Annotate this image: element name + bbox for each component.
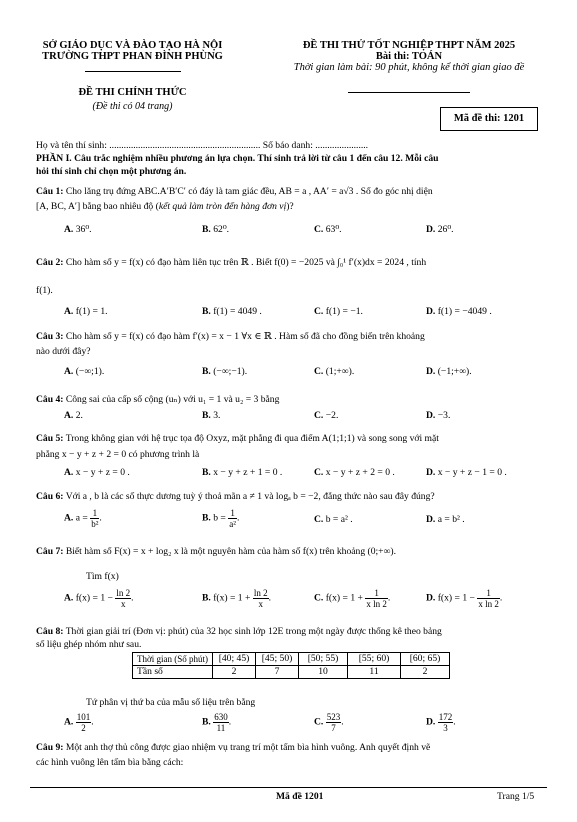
q6-option-b[interactable]: B. b = $\frac{1}{\text{a²}}$ . bbox=[202, 508, 240, 529]
q4-option-d[interactable]: D. −3. bbox=[426, 410, 451, 421]
q2-line2: f(1). bbox=[36, 285, 53, 296]
q5-option-d[interactable]: D. x − y + z − 1 = 0 . bbox=[426, 467, 507, 478]
school-name: TRƯỜNG THPT PHAN ĐÌNH PHÙNG bbox=[42, 51, 223, 62]
q2-option-d[interactable]: D. f(1) = −4049 . bbox=[426, 306, 492, 317]
table-cell: Tần số bbox=[133, 666, 213, 679]
q1-option-b[interactable]: B. 62⁰. bbox=[202, 224, 230, 235]
q8-option-d[interactable]: D. $\frac{172}{3}$ . bbox=[426, 712, 456, 733]
q3-option-a[interactable]: A. (−∞;1). bbox=[64, 366, 105, 377]
table-header-cell: [50; 55) bbox=[299, 653, 348, 666]
question-1 bbox=[36, 186, 433, 197]
school-underline bbox=[85, 71, 181, 72]
table-header-cell: [45; 50) bbox=[256, 653, 299, 666]
question-9: Câu 9: Một anh thợ thủ công được giao nhiệm vụ trang trí một tấm bìa hình vuông. Anh quyết định vẽ bbox=[36, 742, 431, 753]
question-7: Câu 7: Biết hàm số F(x) = x + log₂ x là một nguyên hàm của hàm số f(x) trên khoảng (0;+∞). bbox=[36, 546, 397, 557]
time-underline bbox=[348, 92, 470, 93]
question-6: Câu 6: Với a , b là các số thực dương tuỳ ý thoả mãn a ≠ 1 và logₐ b = −2, đẳng thức nào sau đây đúng? bbox=[36, 491, 435, 502]
q3-option-b[interactable]: B. (−∞;−1). bbox=[202, 366, 248, 377]
header-right bbox=[250, 40, 568, 73]
q2-option-a[interactable]: A. f(1) = 1. bbox=[64, 306, 108, 317]
q5-line2: phẳng x − y + z + 2 = 0 có phương trình là bbox=[36, 449, 200, 460]
table-header-cell: [60; 65) bbox=[401, 653, 450, 666]
q5-option-c[interactable]: C. x − y + z + 2 = 0 . bbox=[314, 467, 395, 478]
q2-option-c[interactable]: C. f(1) = −1. bbox=[314, 306, 363, 317]
header-left bbox=[30, 40, 235, 62]
q7-option-a[interactable]: A. f(x) = 1 − $\frac{\ln 2}{x}$ . bbox=[64, 588, 134, 609]
q8-line2: số liệu ghép nhóm như sau. bbox=[36, 639, 142, 650]
table-cell: 2 bbox=[401, 666, 450, 679]
q8-option-c[interactable]: C. $\frac{523}{7}$ . bbox=[314, 712, 344, 733]
exam-time: Thời gian làm bài: 90 phút, không kể thời gian giao đề bbox=[293, 62, 525, 73]
table-cell: 10 bbox=[299, 666, 348, 679]
q7-option-b[interactable]: B. f(x) = 1 + $\frac{\ln 2}{x}$ . bbox=[202, 588, 271, 609]
exam-code-box: Mã đề thi: 1201 bbox=[440, 107, 538, 131]
q3-line2: nào dưới đây? bbox=[36, 346, 91, 357]
q6-option-c[interactable]: C. b = a² . bbox=[314, 514, 353, 525]
q4-option-b[interactable]: B. 3. bbox=[202, 410, 221, 421]
question-4: Câu 4: Công sai của cấp số cộng (uₙ) với u₁ = 1 và u₂ = 3 bằng bbox=[36, 394, 280, 405]
table-cell: 11 bbox=[348, 666, 401, 679]
pages-note: (Đề thi có 04 trang) bbox=[92, 101, 173, 112]
candidate-line: Họ và tên thí sinh: ............................................................... Số báo danh: ...................... bbox=[36, 140, 369, 151]
q1-option-a[interactable]: A. 36⁰. bbox=[64, 224, 92, 235]
q7-option-c[interactable]: C. f(x) = 1 + $\frac{1}{\text{x ln 2}}$ . bbox=[314, 588, 391, 609]
dept-name: SỞ GIÁO DỤC VÀ ĐÀO TẠO HÀ NỘI bbox=[42, 40, 223, 51]
part1-line1: PHẦN I. Câu trắc nghiệm nhiều phương án lựa chọn. Thí sinh trả lời từ câu 1 đến câu 12. Mỗi câu bbox=[36, 153, 439, 164]
table-cell: 7 bbox=[256, 666, 299, 679]
frequency-table bbox=[132, 652, 450, 679]
footer-rule bbox=[30, 787, 547, 788]
table-header-row bbox=[133, 653, 450, 666]
q5-option-b[interactable]: B. x − y + z + 1 = 0 . bbox=[202, 467, 283, 478]
q2-option-b[interactable]: B. f(1) = 4049 . bbox=[202, 306, 262, 317]
q7-line2: Tìm f(x) bbox=[86, 571, 119, 582]
exam-title: ĐỀ THI THỬ TỐT NGHIỆP THPT NĂM 2025 bbox=[302, 40, 516, 51]
q8-line3: Tứ phân vị thứ ba của mẫu số liệu trên bằng bbox=[86, 697, 256, 708]
q3-option-c[interactable]: C. (1;+∞). bbox=[314, 366, 355, 377]
question-8: Câu 8: Thời gian giải trí (Đơn vị: phút) của 32 học sinh lớp 12E trong một ngày được thống kê theo bảng bbox=[36, 626, 442, 637]
q7-option-d[interactable]: D. f(x) = 1 − $\frac{1}{\text{x ln 2}}$ . bbox=[426, 588, 503, 609]
q8-option-b[interactable]: B. $\frac{630}{11}$ . bbox=[202, 712, 232, 733]
question-2: Câu 2: Cho hàm số y = f(x) có đạo hàm liên tục trên ℝ . Biết f(0) = −2025 và ∫₀¹ f′(x)dx = 2024 , tính bbox=[36, 257, 427, 268]
q1-option-d[interactable]: D. 26⁰. bbox=[426, 224, 454, 235]
table-row bbox=[133, 666, 450, 679]
q8-option-a[interactable]: A. $\frac{101}{2}$ . bbox=[64, 712, 94, 733]
q1-text: Cho lăng trụ đứng ABC.A′B′C′ có đáy là tam giác đều, AB = a , AA′ = a√3 . Số đo góc nhị diện bbox=[65, 186, 433, 197]
q1-label: Câu 1: bbox=[36, 186, 64, 197]
q1-line2: [A, BC, A′] bằng bao nhiêu độ (kết quả làm tròn đến hàng đơn vị)? bbox=[36, 201, 294, 212]
footer-page-number: Trang 1/5 bbox=[497, 791, 535, 802]
table-header-cell: [55; 60) bbox=[348, 653, 401, 666]
table-header-cell: Thời gian (Số phút) bbox=[133, 653, 213, 666]
q5-option-a[interactable]: A. x − y + z = 0 . bbox=[64, 467, 130, 478]
q9-line2: các hình vuông lên tấm bìa bằng cách: bbox=[36, 757, 184, 768]
table-cell: 2 bbox=[213, 666, 256, 679]
question-3: Câu 3: Cho hàm số y = f(x) có đạo hàm f′(x) = x − 1 ∀x ∈ ℝ . Hàm số đã cho đồng biến trên khoảng bbox=[36, 331, 425, 342]
part1-line2: hỏi thí sinh chỉ chọn một phương án. bbox=[36, 166, 187, 177]
q4-option-c[interactable]: C. −2. bbox=[314, 410, 339, 421]
q6-option-a[interactable]: A. a = $\frac{1}{\text{b²}}$ . bbox=[64, 508, 102, 529]
official-label: ĐỀ THI CHÍNH THỨC bbox=[78, 87, 187, 98]
q4-option-a[interactable]: A. 2. bbox=[64, 410, 83, 421]
q1-option-c[interactable]: C. 63⁰. bbox=[314, 224, 342, 235]
question-5: Câu 5: Trong không gian với hệ trục tọa độ Oxyz, mặt phẳng đi qua điểm A(1;1;1) và song song với mặt bbox=[36, 433, 439, 444]
q6-option-d[interactable]: D. a = b² . bbox=[426, 514, 465, 525]
table-header-cell: [40; 45) bbox=[213, 653, 256, 666]
exam-subject: Bài thi: TOÁN bbox=[375, 51, 443, 62]
q3-option-d[interactable]: D. (−1;+∞). bbox=[426, 366, 472, 377]
footer-code: Mã đề 1201 bbox=[276, 791, 324, 802]
